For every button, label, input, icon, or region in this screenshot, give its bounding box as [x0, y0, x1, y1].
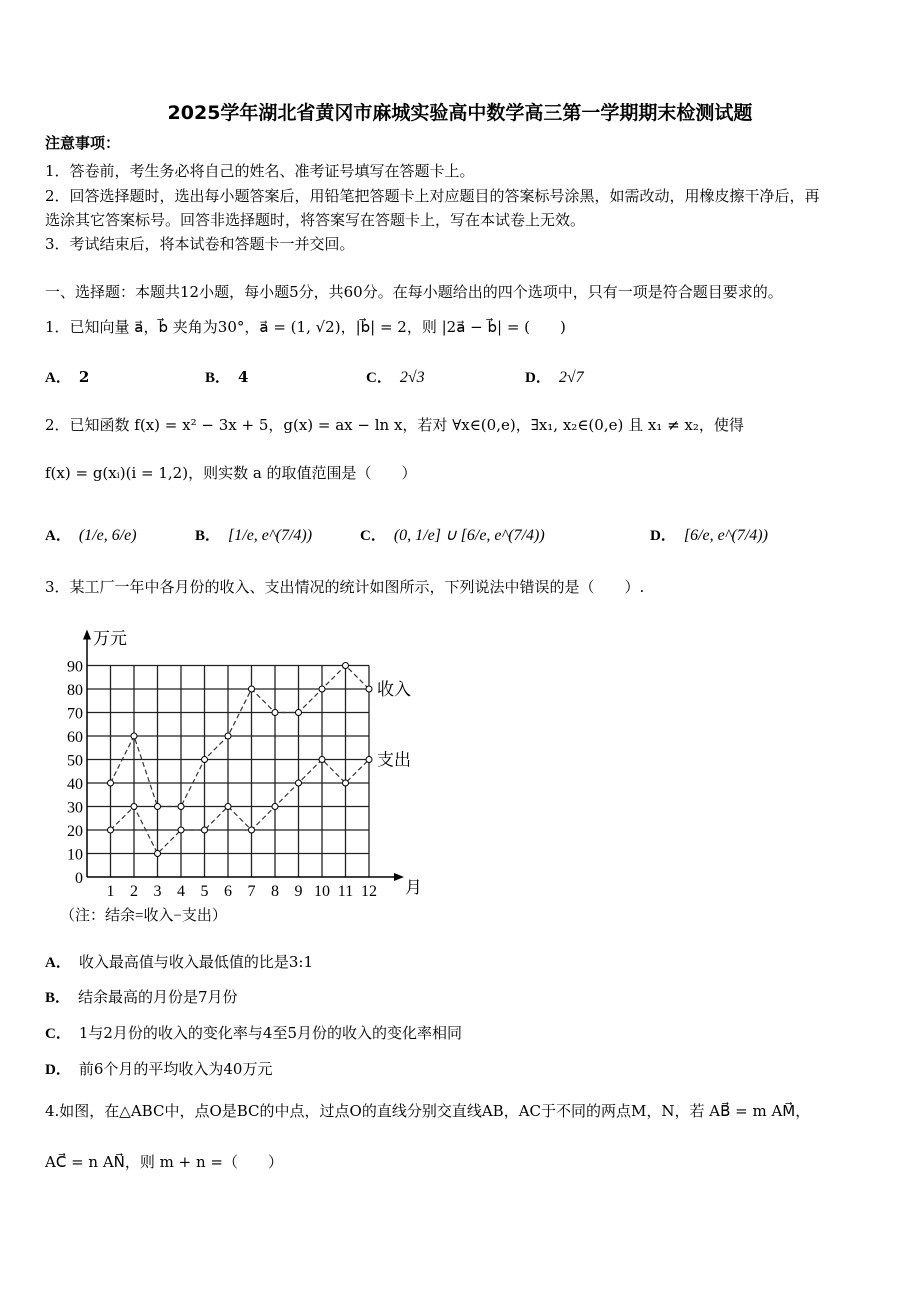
- question-2-stem: 2．已知函数 f(x) = x² − 3x + 5，g(x) = ax − ln x，若对 ∀x∈(0,e)，∃x₁, x₂∈(0,e) 且 x₁ ≠ x₂，使得: [45, 416, 744, 434]
- q3-option-a: A． 收入最高值与收入最低值的比是3:1: [45, 953, 313, 971]
- data-point: [249, 686, 255, 692]
- notice-item: 1．答卷前，考生务必将自己的姓名、准考证号填写在答题卡上。: [45, 162, 475, 180]
- question-3-stem: 3．某工厂一年中各月份的收入、支出情况的统计如图所示，下列说法中错误的是（ ）.: [45, 578, 645, 596]
- notice-item: 2．回答选择题时，选出每小题答案后，用铅笔把答题卡上对应题目的答案标号涂黑，如需改动，用橡皮擦干净后，再: [45, 187, 820, 205]
- x-tick-label: 3: [153, 883, 162, 900]
- x-tick-label: 2: [130, 883, 138, 900]
- q1-option-b: B． 4: [205, 368, 249, 386]
- data-point: [202, 757, 208, 763]
- data-point: [319, 757, 325, 763]
- x-tick-label: 1: [106, 883, 115, 900]
- data-point: [343, 780, 349, 786]
- section-heading: 一、选择题：本题共12小题，每小题5分，共60分。在每小题给出的四个选项中，只有一项是符合题目要求的。: [45, 283, 783, 301]
- q3-option-b: B． 结余最高的月份是7月份: [45, 988, 238, 1006]
- data-point: [108, 780, 114, 786]
- series-label: 收入: [377, 680, 411, 699]
- x-tick-label: 5: [200, 883, 209, 900]
- y-tick-label: 30: [67, 799, 83, 817]
- y-tick-label: 80: [67, 682, 83, 699]
- data-point: [249, 827, 255, 833]
- data-point: [155, 851, 161, 857]
- q2-option-c: C． (0, 1/e] ∪ [6/e, e^(7/4)): [360, 527, 545, 544]
- x-axis-arrow: [394, 873, 404, 881]
- data-point: [178, 804, 184, 810]
- y-tick-label: 10: [67, 846, 83, 864]
- x-tick-label: 11: [337, 883, 354, 900]
- data-point: [225, 804, 231, 810]
- notice-item: 选涂其它答案标号。回答非选择题时，将答案写在答题卡上，写在本试卷上无效。: [45, 211, 586, 229]
- y-tick-label: 70: [67, 705, 83, 723]
- x-tick-label: 7: [247, 883, 256, 900]
- q3-option-c: C． 1与2月份的收入的变化率与4至5月份的收入的变化率相同: [45, 1024, 463, 1042]
- q2-option-b: B． [1/e, e^(7/4)): [195, 527, 313, 544]
- question-4-stem-cont: AC⃗ = n AN⃗，则 m + n =（ ）: [45, 1153, 283, 1171]
- income-expense-chart: [60, 620, 440, 930]
- data-point: [296, 780, 302, 786]
- q1-option-a: A． 2: [45, 368, 90, 386]
- page-title: 2025学年湖北省黄冈市麻城实验高中数学高三第一学期期末检测试题: [167, 102, 753, 124]
- question-4-stem: 4.如图，在△ABC中，点O是BC的中点，过点O的直线分别交直线AB，AC于不同的两点M，N，若 AB⃗ = m AM⃗，: [45, 1102, 811, 1120]
- x-tick-label: 10: [314, 883, 330, 900]
- x-tick-label: 6: [224, 883, 232, 900]
- data-point: [131, 804, 137, 810]
- y-tick-label: 60: [67, 729, 83, 746]
- y-tick-label: 0: [75, 870, 83, 887]
- question-2-stem-cont: f(x) = g(xᵢ)(i = 1,2)，则实数 a 的取值范围是（ ）: [45, 464, 417, 482]
- q2-option-a: A． (1/e, 6/e): [45, 527, 137, 544]
- x-tick-label: 9: [294, 883, 303, 900]
- notice-heading: 注意事项：: [45, 134, 121, 152]
- data-point: [155, 804, 161, 810]
- x-axis-label: 月: [405, 878, 422, 897]
- q1-option-c: C． 2√3: [366, 369, 425, 386]
- x-tick-label: 12: [361, 883, 377, 900]
- q1-option-d: D． 2√7: [525, 369, 584, 386]
- q2-option-d: D． [6/e, e^(7/4)): [650, 527, 768, 544]
- y-axis-arrow: [83, 630, 91, 640]
- data-point: [343, 663, 349, 669]
- y-tick-label: 90: [67, 658, 83, 676]
- x-tick-label: 4: [177, 883, 185, 900]
- y-axis-label: 万元: [93, 629, 127, 648]
- y-tick-label: 20: [67, 823, 83, 840]
- question-1-stem: 1．已知向量 a⃗，b⃗ 夹角为30°，a⃗ = (1, √2)，|b⃗| = 2，则 |2a⃗ − b⃗| = ( ): [45, 318, 566, 336]
- y-tick-label: 40: [67, 776, 83, 793]
- y-tick-label: 50: [67, 752, 83, 770]
- data-point: [366, 757, 372, 763]
- chart-axes: [83, 630, 404, 882]
- data-point: [272, 710, 278, 716]
- data-point: [319, 686, 325, 692]
- data-point: [178, 827, 184, 833]
- data-point: [272, 804, 278, 810]
- data-point: [131, 733, 137, 739]
- data-point: [366, 686, 372, 692]
- chart-labels: [60, 629, 422, 924]
- data-point: [225, 733, 231, 739]
- data-point: [108, 827, 114, 833]
- chart-note: （注：结余=收入−支出）: [60, 908, 227, 924]
- series-label: 支出: [377, 750, 411, 770]
- data-point: [202, 827, 208, 833]
- chart-grid: [87, 666, 369, 878]
- q3-option-d: D． 前6个月的平均收入为40万元: [45, 1060, 273, 1078]
- notice-item: 3．考试结束后，将本试卷和答题卡一并交回。: [45, 235, 355, 253]
- x-tick-label: 8: [271, 883, 279, 900]
- data-point: [296, 710, 302, 716]
